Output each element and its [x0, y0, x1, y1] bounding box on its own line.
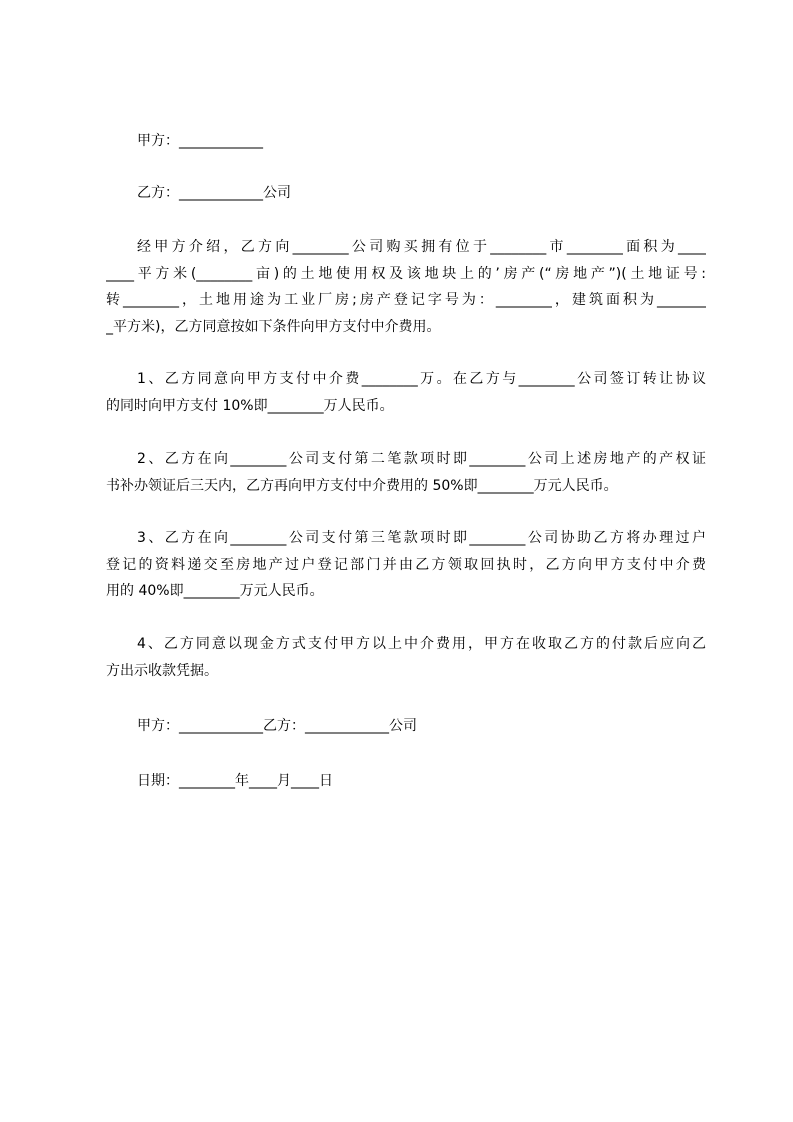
intro-line: 转________，土地用途为工业厂房;房产登记字号为：________，建筑面积为_______: [106, 292, 706, 308]
clause-line: 3、乙方在向________公司支付第三笔款项时即________公司协助乙方将办理过户: [137, 530, 706, 546]
date-line: 日期：________年____月____日: [137, 773, 333, 789]
party-b-line: 乙方：____________公司: [137, 185, 291, 201]
intro-line: 经甲方介绍，乙方向________公司购买拥有位于________市________面积为____: [137, 239, 706, 255]
signature-line: 甲方：____________乙方：____________公司: [137, 718, 417, 734]
clause-line: 1、乙方同意向甲方支付中介费________万。在乙方与________公司签订转让协议: [137, 371, 706, 387]
clause-line: 用的 40%即________万元人民币。: [106, 583, 324, 599]
clause-line: 书补办领证后三天内，乙方再向甲方支付中介费用的 50%即________万元人民币。: [106, 477, 618, 494]
clause-line: 2、乙方在向________公司支付第二笔款项时即________公司上述房地产的产权证: [137, 451, 706, 467]
clause-2: [106, 446, 706, 499]
clause-line: 的同时向甲方支付 10%即________万人民币。: [106, 397, 394, 414]
clause-line: 登记的资料递交至房地产过户登记部门并由乙方领取回执时，乙方向甲方支付中介费: [106, 556, 706, 573]
clause-line: 方出示收款凭据。: [106, 662, 218, 679]
clause-3: [106, 525, 706, 605]
intro-line: _平方米)，乙方同意按如下条件向甲方支付中介费用。: [106, 318, 441, 335]
clause-4: [106, 631, 706, 684]
clause-line: 4、乙方同意以现金方式支付甲方以上中介费用，甲方在收取乙方的付款后应向乙: [137, 636, 706, 652]
intro-paragraph: [106, 234, 706, 340]
clause-1: [106, 366, 706, 419]
party-a-line: 甲方：____________: [137, 133, 263, 149]
intro-line: ____平方米(________亩)的土地使用权及该地块上的’房产(“房地产”)(土地证号:: [106, 265, 706, 282]
